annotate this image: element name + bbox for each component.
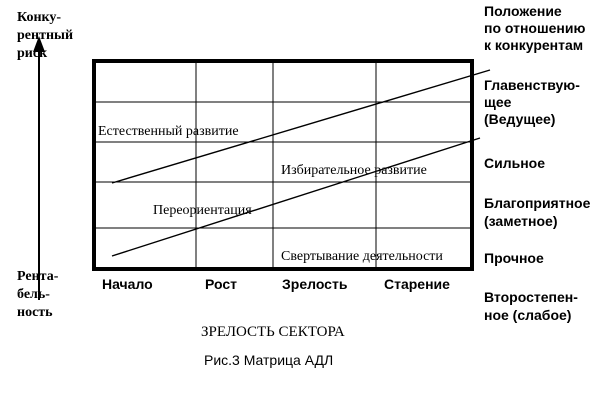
stage-label-growth: Рост	[205, 276, 237, 292]
position-weak	[484, 288, 578, 324]
profitability-line: Рента-	[17, 269, 59, 284]
position-favorable	[484, 194, 590, 230]
competitive-risk-line: рентный	[17, 28, 74, 43]
position-line: Прочное	[484, 250, 544, 266]
competitive-risk-line: риск	[17, 46, 48, 61]
stage-label-start: Начало	[102, 276, 153, 292]
region-natural-development: Естественный развитие	[98, 124, 239, 139]
position-line: Сильное	[484, 155, 546, 171]
lower-boundary-line	[112, 138, 480, 256]
position-strong	[484, 155, 545, 172]
figure-caption: Рис.3 Матрица АДЛ	[204, 352, 334, 368]
profitability-line: бель-	[17, 287, 50, 302]
position-line: ное (слабое)	[484, 307, 572, 323]
competitive-position-header	[484, 3, 585, 54]
competitive-risk-label	[17, 9, 73, 63]
stage-label-maturity: Зрелость	[282, 276, 348, 292]
position-leading	[484, 77, 580, 128]
position-line: Главенствую-	[484, 77, 580, 93]
x-axis-title: ЗРЕЛОСТЬ СЕКТОРА	[201, 324, 345, 340]
region-reorientation: Переориентация	[153, 203, 252, 218]
region-selective-development: Избирательное развитие	[281, 163, 427, 178]
header-line: Положение	[484, 3, 562, 19]
header-line: по отношению	[484, 20, 586, 36]
stage-label-aging: Старение	[384, 276, 450, 292]
competitive-risk-line: Конку-	[17, 10, 62, 25]
region-wind-down: Свертывание деятельности	[281, 249, 443, 264]
header-line: к конкурентам	[484, 37, 584, 53]
position-line: Благоприятное	[484, 195, 591, 211]
position-line: (Ведущее)	[484, 111, 556, 127]
position-line: (заметное)	[484, 213, 558, 229]
profitability-label	[17, 268, 58, 322]
profitability-line: ность	[17, 305, 53, 320]
position-line: щее	[484, 94, 512, 110]
position-tenable	[484, 250, 544, 267]
position-line: Второстепен-	[484, 289, 578, 305]
